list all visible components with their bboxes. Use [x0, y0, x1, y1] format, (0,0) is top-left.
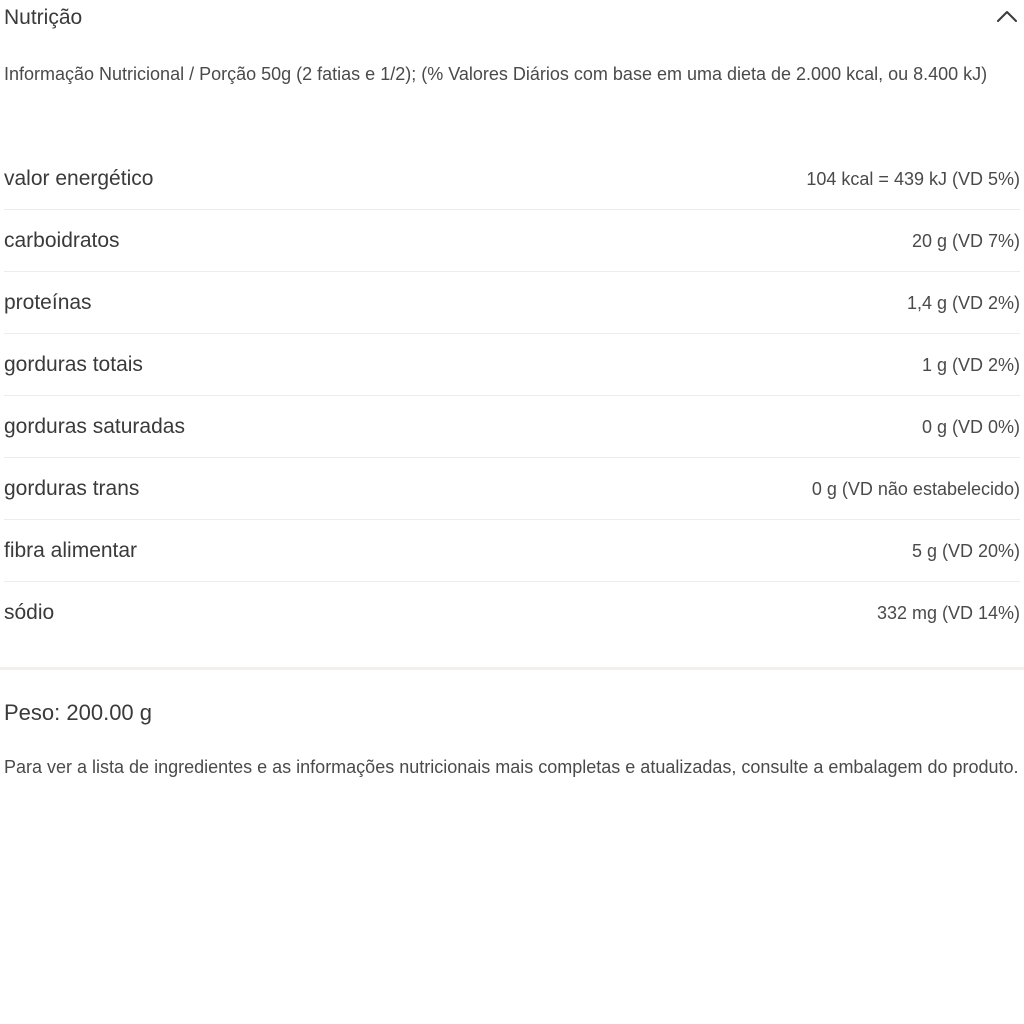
nutrient-row	[4, 210, 1020, 272]
section-divider	[0, 667, 1024, 670]
product-weight: Peso: 200.00 g	[4, 700, 153, 725]
nutrient-label: gorduras trans	[4, 477, 140, 500]
nutrient-label: fibra alimentar	[4, 539, 138, 562]
nutrient-value: 0 g (VD 0%)	[921, 417, 1020, 437]
nutrient-value: 1 g (VD 2%)	[921, 355, 1020, 375]
nutrition-table	[4, 148, 1020, 644]
nutrient-value: 104 kcal = 439 kJ (VD 5%)	[806, 169, 1020, 189]
section-title: Nutrição	[4, 6, 83, 29]
ingredients-disclaimer: Para ver a lista de ingredientes e as informações nutricionais mais completas e atualizadas, consulte a embalagem do produto.	[4, 757, 1019, 777]
nutrient-label: valor energético	[4, 167, 154, 190]
nutrient-value: 332 mg (VD 14%)	[876, 603, 1020, 623]
portion-info: Informação Nutricional / Porção 50g (2 fatias e 1/2); (% Valores Diários com base em uma dieta de 2.000 kcal, ou 8.400 kJ)	[4, 64, 988, 84]
nutrient-label: gorduras saturadas	[4, 415, 185, 438]
nutrient-value: 0 g (VD não estabelecido)	[811, 479, 1020, 499]
nutrient-row	[4, 334, 1020, 396]
nutrient-row	[4, 148, 1020, 210]
nutrient-row	[4, 582, 1020, 644]
nutrient-label: sódio	[4, 601, 55, 624]
nutrient-row	[4, 396, 1020, 458]
nutrient-value: 20 g (VD 7%)	[911, 231, 1020, 251]
chevron-up-icon[interactable]	[996, 8, 1018, 24]
nutrient-row	[4, 458, 1020, 520]
nutrient-value: 5 g (VD 20%)	[911, 541, 1020, 561]
nutrient-row	[4, 272, 1020, 334]
nutrient-label: carboidratos	[4, 229, 120, 252]
nutrient-value: 1,4 g (VD 2%)	[906, 293, 1020, 313]
nutrient-label: proteínas	[4, 291, 92, 314]
nutrient-row	[4, 520, 1020, 582]
nutrient-label: gorduras totais	[4, 353, 143, 376]
nutrition-section-header[interactable]	[0, 0, 1024, 36]
